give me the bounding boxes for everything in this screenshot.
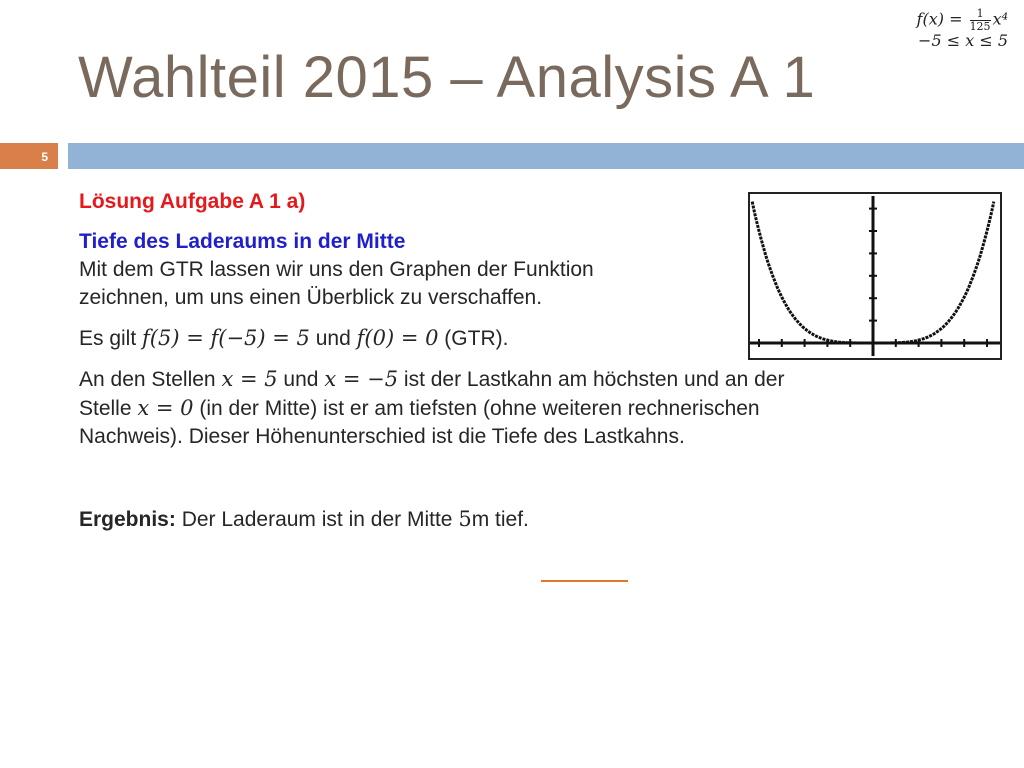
result-label: Ergebnis:	[79, 508, 176, 531]
fraction: $\frac{1}{125}$	[969, 7, 991, 33]
power-term: x⁴	[992, 9, 1008, 29]
slide-content	[79, 188, 979, 534]
result-value: 5	[458, 507, 472, 531]
function-definition	[917, 8, 1008, 50]
function-name: f(x) =	[916, 9, 968, 29]
slide-number: 5	[0, 143, 58, 169]
header-bar	[68, 143, 1024, 169]
result-underline	[541, 580, 628, 582]
function-values-paragraph: Es gilt f(5) = f(−5) = 5 und f(0) = 0 (GTR).	[79, 326, 509, 350]
paragraph-line: Mit dem GTR lassen wir uns den Graphen der Funktion	[79, 258, 594, 281]
explanation-paragraph: An den Stellen x = 5 und x = −5 ist der Lastkahn am höchsten und an der Stelle x = 0 (in der Mitte) ist er am tiefsten (ohne weiteren rechnerischen Nachweis). Dieser Höhenunterschied ist die Tiefe des Lastkahns.	[79, 367, 785, 448]
domain-condition: −5 ≤ x ≤ 5	[918, 31, 1008, 51]
result-paragraph: Ergebnis: Der Laderaum ist in der Mitte 5m tief.	[79, 507, 529, 531]
section-heading: Tiefe des Laderaums in der Mitte	[79, 230, 406, 253]
solution-heading: Lösung Aufgabe A 1 a)	[79, 190, 306, 213]
slide-title: Wahlteil 2015 – Analysis A 1	[78, 45, 816, 110]
paragraph-line: zeichnen, um uns einen Überblick zu verschaffen.	[79, 286, 543, 309]
